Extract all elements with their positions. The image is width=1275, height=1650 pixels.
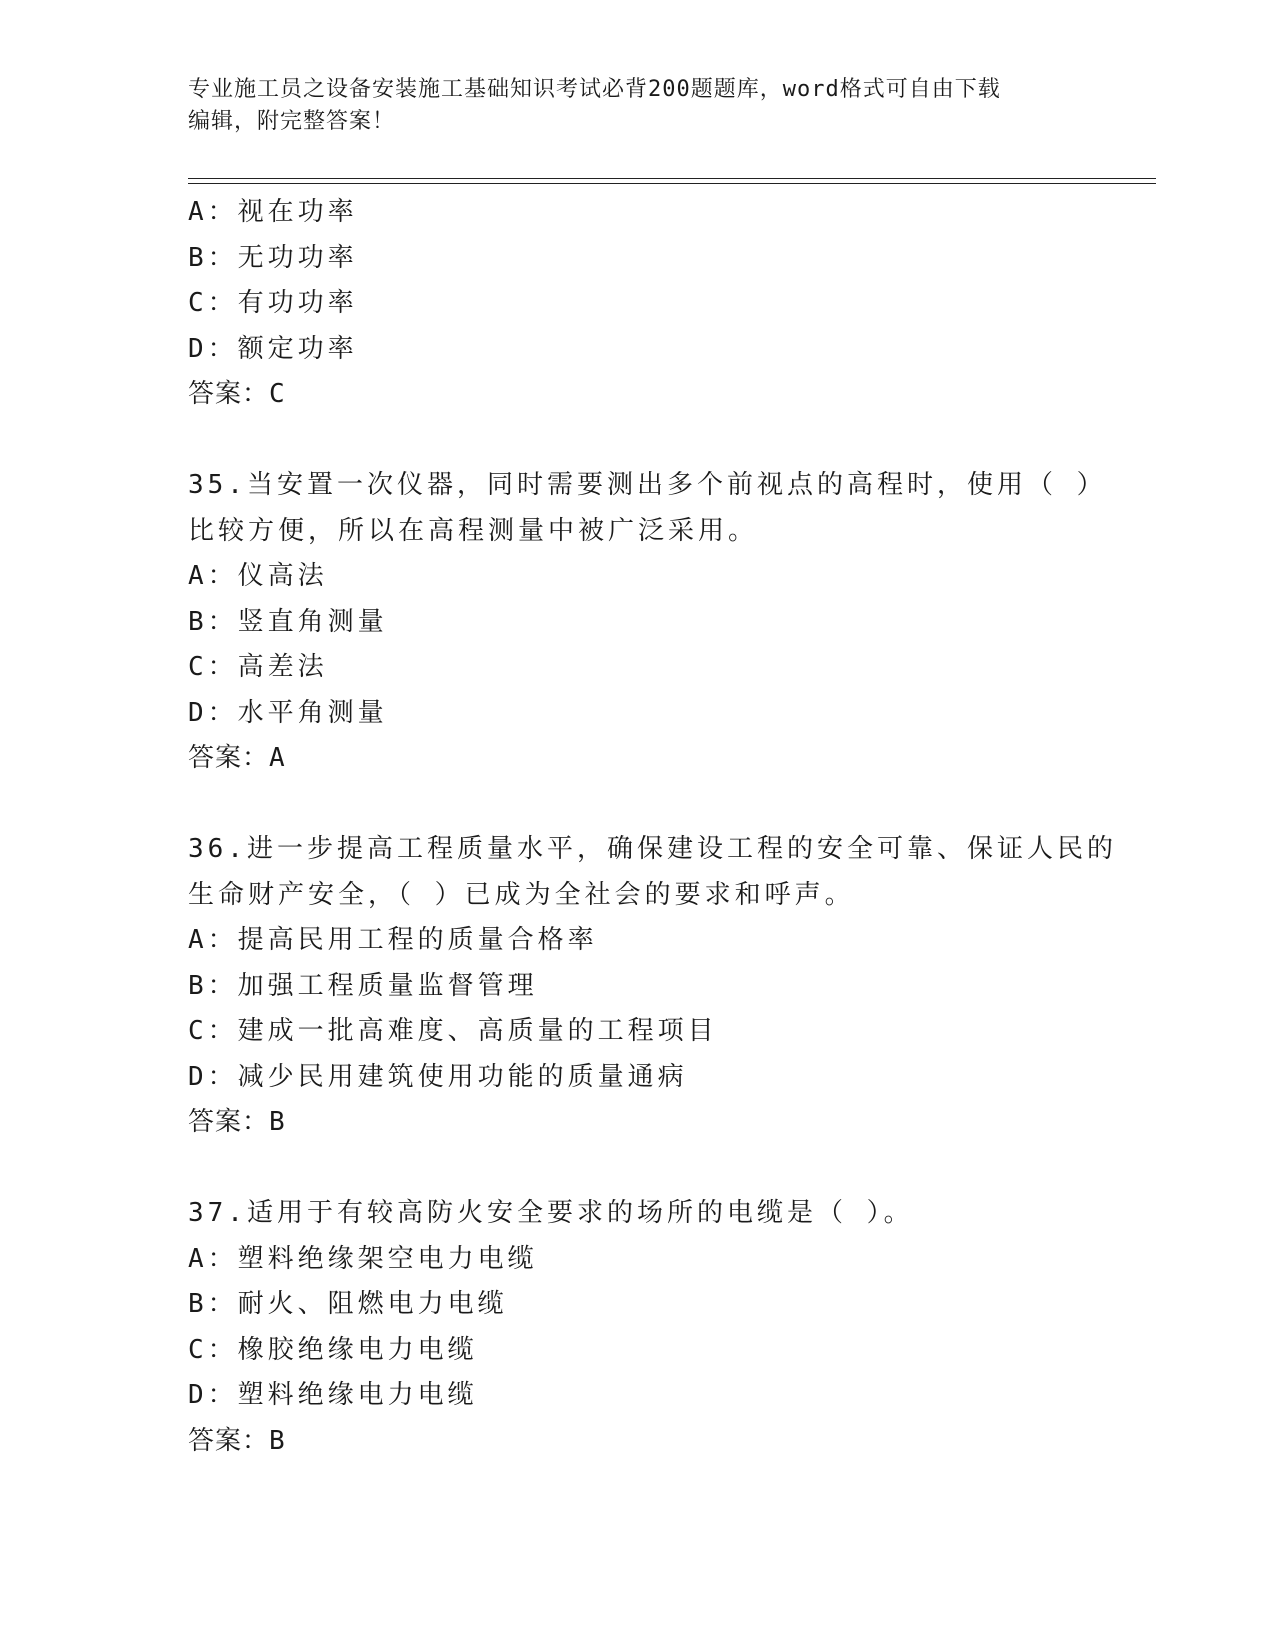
answer: 答案：B [188, 1107, 286, 1137]
option-b: B：竖直角测量 [188, 606, 388, 637]
option-b: B：无功功率 [188, 242, 358, 273]
header-rule-top [188, 178, 1156, 179]
question-stem: 比较方便，所以在高程测量中被广泛采用。 [188, 515, 759, 546]
document-header [188, 74, 1088, 138]
question-stem: 36.进一步提高工程质量水平，确保建设工程的安全可靠、保证人民的 [188, 834, 1117, 864]
option-d: D：水平角测量 [188, 697, 388, 728]
question-stem: 37.适用于有较高防火安全要求的场所的电缆是（ ）。 [188, 1198, 914, 1228]
option-c: C：建成一批高难度、高质量的工程项目 [188, 1016, 718, 1046]
option-d: D：减少民用建筑使用功能的质量通病 [188, 1061, 688, 1092]
prev-question [188, 190, 1088, 418]
header-line-2: 编辑，附完整答案！ [188, 109, 396, 134]
option-d: D：塑料绝缘电力电缆 [188, 1380, 478, 1410]
document-body [188, 190, 1117, 1464]
option-c: C：有功功率 [188, 288, 358, 318]
option-c: C：橡胶绝缘电力电缆 [188, 1334, 478, 1365]
option-c: C：高差法 [188, 652, 328, 682]
question-stem: 35.当安置一次仪器，同时需要测出多个前视点的高程时，使用（ ） [188, 470, 1107, 500]
answer: 答案：C [188, 379, 286, 409]
question-37 [188, 1191, 1088, 1464]
option-b: B：耐火、阻燃电力电缆 [188, 1289, 508, 1319]
option-a: A：视在功率 [188, 197, 358, 227]
option-d: D：额定功率 [188, 333, 358, 364]
header-rule-bottom [188, 183, 1156, 184]
header-line-1: 专业施工员之设备安装施工基础知识考试必背200题题库，word格式可自由下载 [188, 77, 1001, 102]
question-36 [188, 827, 1117, 1146]
answer: 答案：B [188, 1425, 286, 1456]
question-35 [188, 463, 1107, 782]
option-a: A：塑料绝缘架空电力电缆 [188, 1243, 538, 1274]
question-stem: 生命财产安全，（ ）已成为全社会的要求和呼声。 [188, 879, 855, 910]
option-a: A：提高民用工程的质量合格率 [188, 925, 598, 955]
answer: 答案：A [188, 743, 286, 773]
option-a: A：仪高法 [188, 561, 328, 591]
option-b: B：加强工程质量监督管理 [188, 970, 538, 1001]
